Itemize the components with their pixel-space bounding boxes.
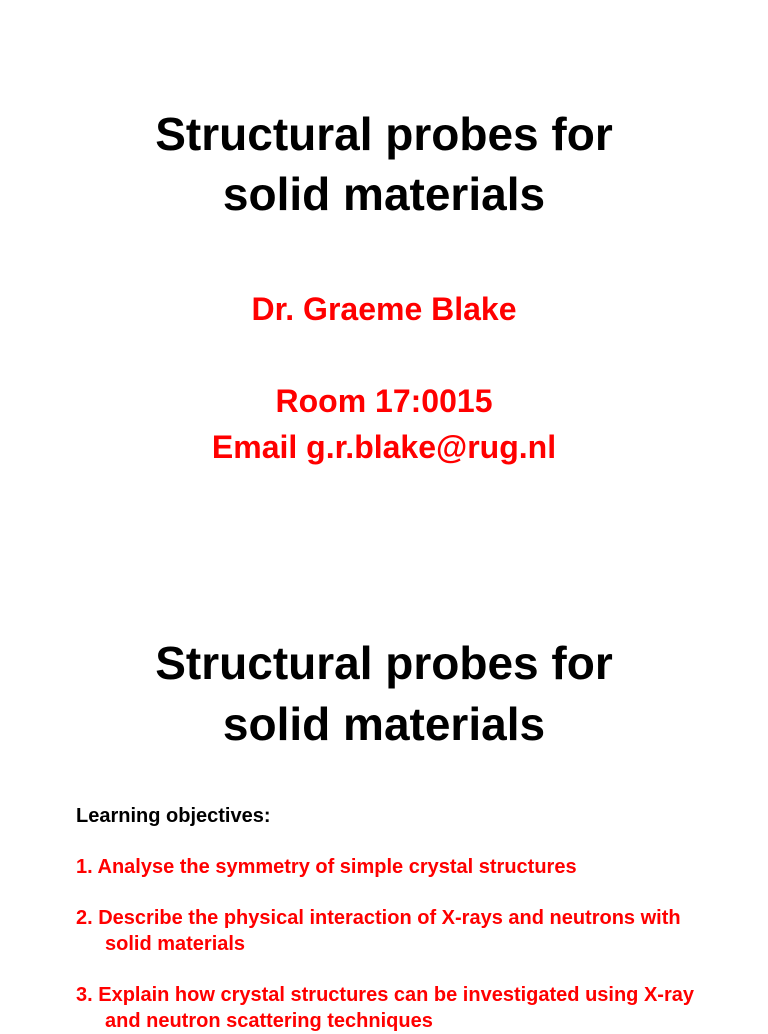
email-address: Email g.r.blake@rug.nl bbox=[211, 429, 557, 465]
objectives-title-line-2: solid materials bbox=[222, 698, 546, 750]
objective-item-2 bbox=[76, 905, 756, 957]
objectives-title-line-1: Structural probes for bbox=[155, 637, 613, 689]
objective-item-3-line-2: and neutron scattering techniques bbox=[105, 1010, 433, 1032]
objective-item-1-line-1: 1. Analyse the symmetry of simple crystal structures bbox=[76, 856, 577, 878]
objective-item-1 bbox=[76, 854, 756, 880]
objective-item-3 bbox=[76, 982, 756, 1034]
author-name: Dr. Graeme Blake bbox=[251, 291, 517, 327]
objectives-heading: Learning objectives: bbox=[76, 805, 271, 827]
slide-title-line-2: solid materials bbox=[222, 168, 546, 220]
room-number: Room 17:0015 bbox=[275, 383, 493, 419]
objective-item-2-line-2: solid materials bbox=[105, 933, 246, 955]
objective-item-3-line-1: 3. Explain how crystal structures can be investigated using X-ray bbox=[76, 984, 694, 1006]
objective-item-2-line-1: 2. Describe the physical interaction of X-rays and neutrons with bbox=[76, 907, 681, 929]
slide-title-line-1: Structural probes for bbox=[155, 108, 613, 160]
